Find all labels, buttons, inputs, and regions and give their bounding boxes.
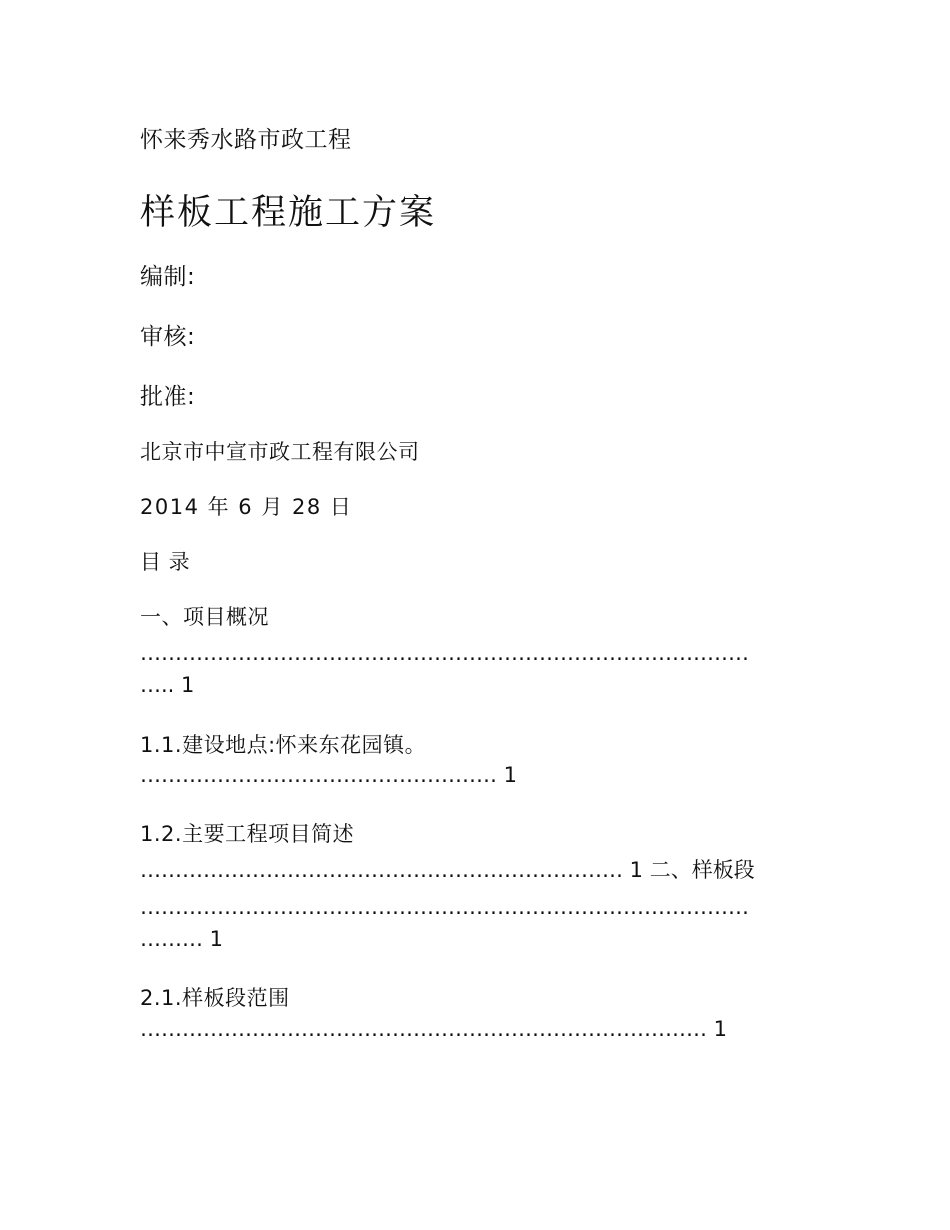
toc-leader-dots: …………………………………………… 1 — [140, 763, 518, 787]
approved-by-label: 批准: — [140, 384, 196, 410]
compiled-by-label: 编制: — [140, 264, 196, 290]
project-name: 怀来秀水路市政工程 — [140, 127, 352, 153]
toc-leader-dots: …………………………………………………………………………… — [140, 641, 749, 665]
reviewed-by-label: 审核: — [140, 324, 196, 350]
toc-leader-dots: ……………………………………………………………………… 1 — [140, 1017, 728, 1041]
toc-entry-title[interactable]: 1.2.主要工程项目简述 — [140, 822, 355, 846]
document-date: 2014 年 6 月 28 日 — [140, 495, 353, 519]
toc-entry-title[interactable]: 1.1.建设地点:怀来东花园镇。 — [140, 733, 427, 757]
toc-leader-dots: …………………………………………………………… 1 二、样板段 — [140, 858, 755, 882]
toc-entry-title[interactable]: 一、项目概况 — [140, 605, 269, 629]
company-name: 北京市中宣市政工程有限公司 — [140, 440, 420, 464]
toc-leader-dots: …………………………………………………………………………… — [140, 895, 749, 919]
toc-heading: 目 录 — [140, 550, 191, 574]
toc-page-number: ……… 1 — [140, 927, 224, 951]
document-title: 样板工程施工方案 — [140, 193, 437, 233]
toc-page-number: ….. 1 — [140, 673, 195, 697]
toc-entry-title[interactable]: 2.1.样板段范围 — [140, 986, 290, 1010]
